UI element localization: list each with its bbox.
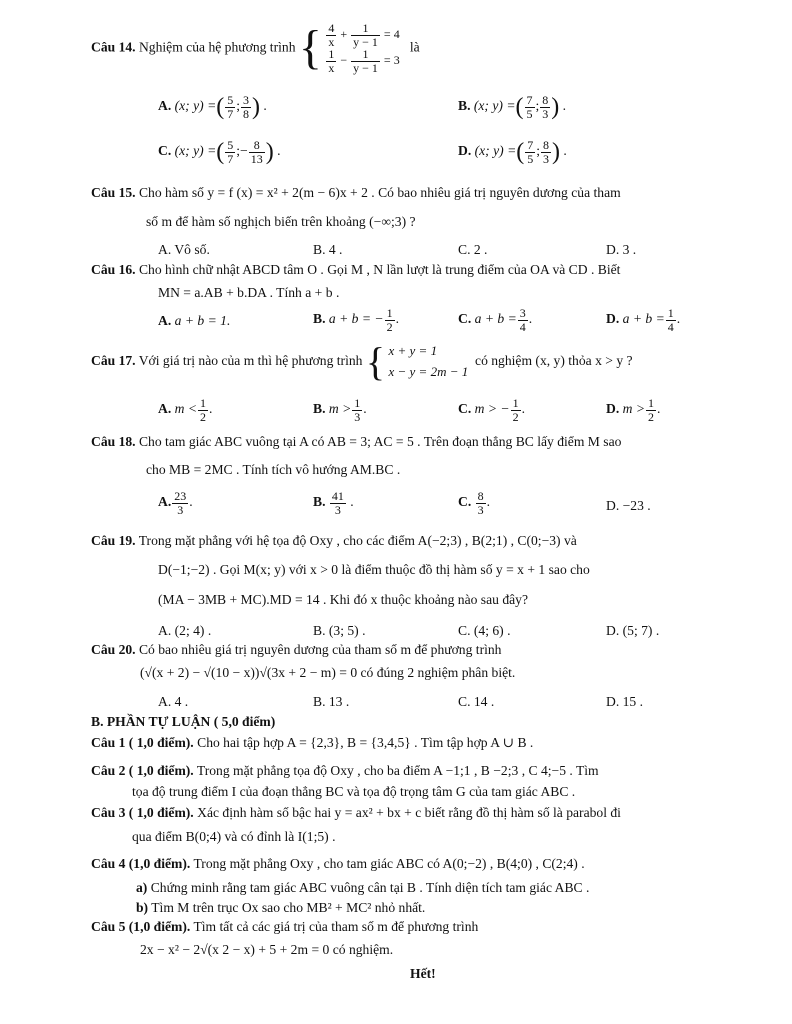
q17-option-c[interactable]: C. m > − $\frac{1}{2}$ . — [458, 396, 525, 424]
q19-option-d[interactable]: D. (5; 7) . — [606, 623, 660, 638]
q14-option-c[interactable]: C. (x; y) =( $\frac{5}{7}$ ;− $\frac{8}{13}$ ) . — [158, 138, 281, 166]
q14-stem: Câu 14. Nghiệm của hệ phương trình { $\frac{4}{x}$ + $\frac{1}{y - 1}$ = 4 $\frac{1}{x}$ − $\frac{1}{y - 1}$ = 3 là — [91, 21, 420, 75]
q19-option-c[interactable]: C. (4; 6) . — [458, 623, 511, 638]
essay-q4-line1: Câu 4 (1,0 điểm). Trong mặt phẳng Oxy , cho tam giác ABC có A(0;−2) , B(4;0) , C(2;4) . — [91, 856, 585, 871]
q19-line3: (MA − 3MB + MC).MD = 14 . Khi đó x thuộc khoảng nào sau đây? — [158, 592, 528, 607]
essay-q2-line2: tọa độ trung điểm I của đoạn thẳng BC và tọa độ trọng tâm G của tam giác ABC . — [132, 784, 576, 799]
q19-option-a[interactable]: A. (2; 4) . — [158, 623, 212, 638]
q17-system: x + y = 1 x − y = 2m − 1 — [388, 343, 469, 379]
q17-option-a[interactable]: A. m < $\frac{1}{2}$ . — [158, 396, 213, 424]
q14-tail: là — [409, 39, 420, 55]
essay-q5-line1: Câu 5 (1,0 điểm). Tìm tất cả các giá trị của tham số m để phương trình — [91, 919, 479, 934]
essay-q4-part-b: b) Tìm M trên trục Ox sao cho MB² + MC² nhỏ nhất. — [136, 900, 426, 915]
q15-option-c[interactable]: C. 2 . — [458, 242, 488, 257]
q15-option-a[interactable]: A. Vô số. — [158, 242, 210, 257]
essay-q1: Câu 1 ( 1,0 điểm). Cho hai tập hợp A = {2,3}, B = {3,4,5} . Tìm tập hợp A ∪ B . — [91, 735, 534, 750]
q18-option-b[interactable]: B. $\frac{41}{3}$ . — [313, 489, 354, 517]
q17-option-b[interactable]: B. m > $\frac{1}{3}$ . — [313, 396, 367, 424]
q16-option-d[interactable]: D. a + b = $\frac{1}{4}$ . — [606, 306, 681, 334]
q16-line2: MN = a.AB + b.DA . Tính a + b . — [158, 285, 340, 300]
q20-option-b[interactable]: B. 13 . — [313, 694, 350, 709]
q14-text: Nghiệm của hệ phương trình — [138, 39, 296, 55]
q15-line1: Câu 15. Cho hàm số y = f (x) = x² + 2(m − 6)x + 2 . Có bao nhiêu giá trị nguyên dương của tham — [91, 185, 621, 200]
q19-line2: D(−1;−2) . Gọi M(x; y) với x > 0 là điểm thuộc đồ thị hàm số y = x + 1 sao cho — [158, 562, 590, 577]
q19-line1: Câu 19. Trong mặt phẳng với hệ tọa độ Oxy , cho các điểm A(−2;3) , B(2;1) , C(0;−3) và — [91, 533, 577, 548]
q20-option-d[interactable]: D. 15 . — [606, 694, 644, 709]
q14-option-d[interactable]: D. (x; y) =( $\frac{7}{5}$ ; $\frac{8}{3}$ ) . — [458, 138, 567, 166]
q14-label: Câu 14. — [91, 39, 136, 55]
q14-option-a[interactable]: A. (x; y) =( $\frac{5}{7}$ ; $\frac{3}{8}$ ) . — [158, 93, 267, 121]
q16-option-b[interactable]: B. a + b = − $\frac{1}{2}$ . — [313, 306, 399, 334]
essay-q4-part-a: a) Chứng minh rằng tam giác ABC vuông cân tại B . Tính diện tích tam giác ABC . — [136, 880, 590, 895]
q17-option-d[interactable]: D. m > $\frac{1}{2}$ . — [606, 396, 661, 424]
q20-option-a[interactable]: A. 4 . — [158, 694, 189, 709]
q18-option-d[interactable]: D. −23 . — [606, 498, 651, 513]
q18-line1: Câu 18. Cho tam giác ABC vuông tại A có AB = 3; AC = 5 . Trên đoạn thẳng BC lấy điểm M sao — [91, 434, 622, 449]
end-mark: Hết! — [410, 966, 436, 981]
essay-q3-line2: qua điểm B(0;4) và có đỉnh là I(1;5) . — [132, 829, 336, 844]
q15-option-d[interactable]: D. 3 . — [606, 242, 637, 257]
q16-option-a[interactable]: A. a + b = 1. — [158, 313, 231, 328]
q15-option-b[interactable]: B. 4 . — [313, 242, 343, 257]
q19-option-b[interactable]: B. (3; 5) . — [313, 623, 366, 638]
q14-system: $\frac{4}{x}$ + $\frac{1}{y - 1}$ = 4 $\frac{1}{x}$ − $\frac{1}{y - 1}$ = 3 — [328, 21, 400, 75]
q16-option-c[interactable]: C. a + b = $\frac{3}{4}$ . — [458, 306, 533, 334]
q18-line2: cho MB = 2MC . Tính tích vô hướng AM.BC . — [146, 462, 401, 477]
q18-option-a[interactable]: A. $\frac{23}{3}$ . — [158, 489, 193, 517]
essay-q2-line1: Câu 2 ( 1,0 điểm). Trong mặt phẳng tọa độ Oxy , cho ba điểm A −1;1 , B −2;3 , C 4;−5 . Tìm — [91, 763, 599, 778]
q17-stem: Câu 17. Với giá trị nào của m thì hệ phương trình { x + y = 1 x − y = 2m − 1 có nghiệm (x, y) thỏa x > y ? — [91, 338, 633, 384]
part-b-heading: B. PHẦN TỰ LUẬN ( 5,0 điểm) — [91, 714, 276, 729]
essay-q5-line2: 2x − x² − 2√(x 2 − x) + 5 + 2m = 0 có nghiệm. — [140, 942, 394, 957]
q16-line1: Câu 16. Cho hình chữ nhật ABCD tâm O . Gọi M , N lần lượt là trung điểm của OA và CD . Biết — [91, 262, 621, 277]
q14-option-b[interactable]: B. (x; y) =( $\frac{7}{5}$ ; $\frac{8}{3}$ ) . — [458, 93, 567, 121]
q20-line2: (√(x + 2) − √(10 − x))√(3x + 2 − m) = 0 có đúng 2 nghiệm phân biệt. — [140, 665, 516, 680]
essay-q3-line1: Câu 3 ( 1,0 điểm). Xác định hàm số bậc hai y = ax² + bx + c biết rằng đồ thị hàm số là parabol đi — [91, 805, 621, 820]
q15-line2: số m để hàm số nghịch biến trên khoảng (−∞;3) ? — [146, 214, 416, 229]
q20-option-c[interactable]: C. 14 . — [458, 694, 495, 709]
q18-option-c[interactable]: C. $\frac{8}{3}$ . — [458, 489, 491, 517]
q20-line1: Câu 20. Có bao nhiêu giá trị nguyên dương của tham số m để phương trình — [91, 642, 502, 657]
